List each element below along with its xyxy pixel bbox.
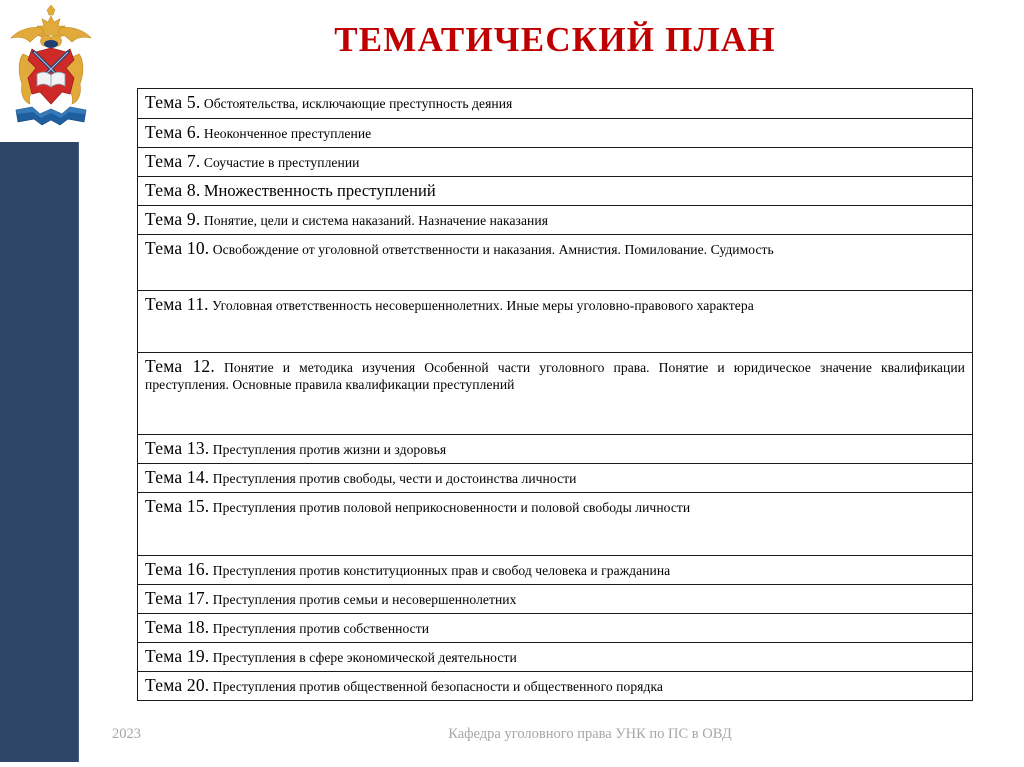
topic-text: Преступления против жизни и здоровья bbox=[212, 442, 447, 457]
table-row bbox=[138, 89, 973, 119]
topic-number: Тема 15. bbox=[145, 496, 210, 516]
table-row bbox=[138, 291, 973, 353]
table-row bbox=[138, 177, 973, 206]
topic-cell bbox=[138, 493, 973, 556]
topic-cell bbox=[138, 235, 973, 291]
topic-text: Соучастие в преступлении bbox=[203, 155, 360, 170]
table-row bbox=[138, 206, 973, 235]
topic-number: Тема 19. bbox=[145, 646, 210, 666]
table-row bbox=[138, 556, 973, 585]
topic-number: Тема 10. bbox=[145, 238, 210, 258]
topic-number: Тема 11. bbox=[145, 294, 209, 314]
topic-text: Преступления в сфере экономической деятельности bbox=[212, 650, 517, 665]
topic-cell bbox=[138, 291, 973, 353]
topic-text: Преступления против свободы, чести и достоинства личности bbox=[212, 471, 577, 486]
topic-number: Тема 7. bbox=[145, 151, 201, 171]
topic-text: Преступления против собственности bbox=[212, 621, 430, 636]
topic-text: Понятие, цели и система наказаний. Назначение наказания bbox=[203, 213, 549, 228]
topic-cell bbox=[138, 464, 973, 493]
topic-cell bbox=[138, 435, 973, 464]
topic-number: Тема 18. bbox=[145, 617, 210, 637]
table-row bbox=[138, 464, 973, 493]
table-row bbox=[138, 493, 973, 556]
topic-cell bbox=[138, 119, 973, 148]
topic-number: Тема 17. bbox=[145, 588, 210, 608]
topic-number: Тема 16. bbox=[145, 559, 210, 579]
topic-number: Тема 14. bbox=[145, 467, 210, 487]
topic-cell bbox=[138, 556, 973, 585]
topic-number: Тема 12. bbox=[145, 356, 215, 376]
topic-text: Множественность преступлений bbox=[203, 181, 436, 200]
topic-text: Обстоятельства, исключающие преступность деяния bbox=[203, 96, 513, 111]
topic-text: Преступления против конституционных прав и свобод человека и гражданина bbox=[212, 563, 671, 578]
topic-cell bbox=[138, 585, 973, 614]
table-row bbox=[138, 119, 973, 148]
topic-cell bbox=[138, 89, 973, 119]
topic-text: Преступления против половой неприкосновенности и половой свободы личности bbox=[212, 500, 691, 515]
table-row bbox=[138, 353, 973, 435]
table-row bbox=[138, 614, 973, 643]
topic-number: Тема 8. bbox=[145, 180, 201, 200]
topic-text: Уголовная ответственность несовершеннолетних. Иные меры уголовно-правового характера bbox=[212, 298, 754, 313]
topic-cell bbox=[138, 206, 973, 235]
topic-cell bbox=[138, 643, 973, 672]
table-body bbox=[138, 89, 973, 701]
table-row bbox=[138, 672, 973, 701]
topic-number: Тема 9. bbox=[145, 209, 201, 229]
topic-number: Тема 6. bbox=[145, 122, 201, 142]
topic-text: Понятие и методика изучения Особенной части уголовного права. Понятие и юридическое значение квалификации преступления. Основные правила квалификации преступлений bbox=[145, 360, 965, 392]
topic-cell bbox=[138, 353, 973, 435]
table-row bbox=[138, 435, 973, 464]
topic-cell bbox=[138, 614, 973, 643]
topic-cell bbox=[138, 177, 973, 206]
topic-number: Тема 13. bbox=[145, 438, 210, 458]
topic-number: Тема 5. bbox=[145, 92, 201, 112]
table-row bbox=[138, 643, 973, 672]
table-row bbox=[138, 235, 973, 291]
footer-department: Кафедра уголовного права УНК по ПС в ОВД bbox=[448, 726, 732, 742]
table-row bbox=[138, 585, 973, 614]
topic-cell bbox=[138, 672, 973, 701]
topic-text: Преступления против общественной безопасности и общественного порядка bbox=[212, 679, 663, 694]
topic-text: Преступления против семьи и несовершеннолетних bbox=[212, 592, 517, 607]
thematic-plan-table bbox=[137, 88, 973, 701]
table-row bbox=[138, 148, 973, 177]
topic-text: Освобождение от уголовной ответственности и наказания. Амнистия. Помилование. Судимость bbox=[212, 242, 774, 257]
topic-text: Неоконченное преступление bbox=[203, 126, 372, 141]
topic-number: Тема 20. bbox=[145, 675, 210, 695]
topic-cell bbox=[138, 148, 973, 177]
decorative-side-band bbox=[0, 142, 78, 762]
footer-year: 2023 bbox=[112, 726, 141, 742]
page-title: ТЕМАТИЧЕСКИЙ ПЛАН bbox=[334, 20, 776, 59]
academy-emblem-icon bbox=[6, 2, 96, 134]
